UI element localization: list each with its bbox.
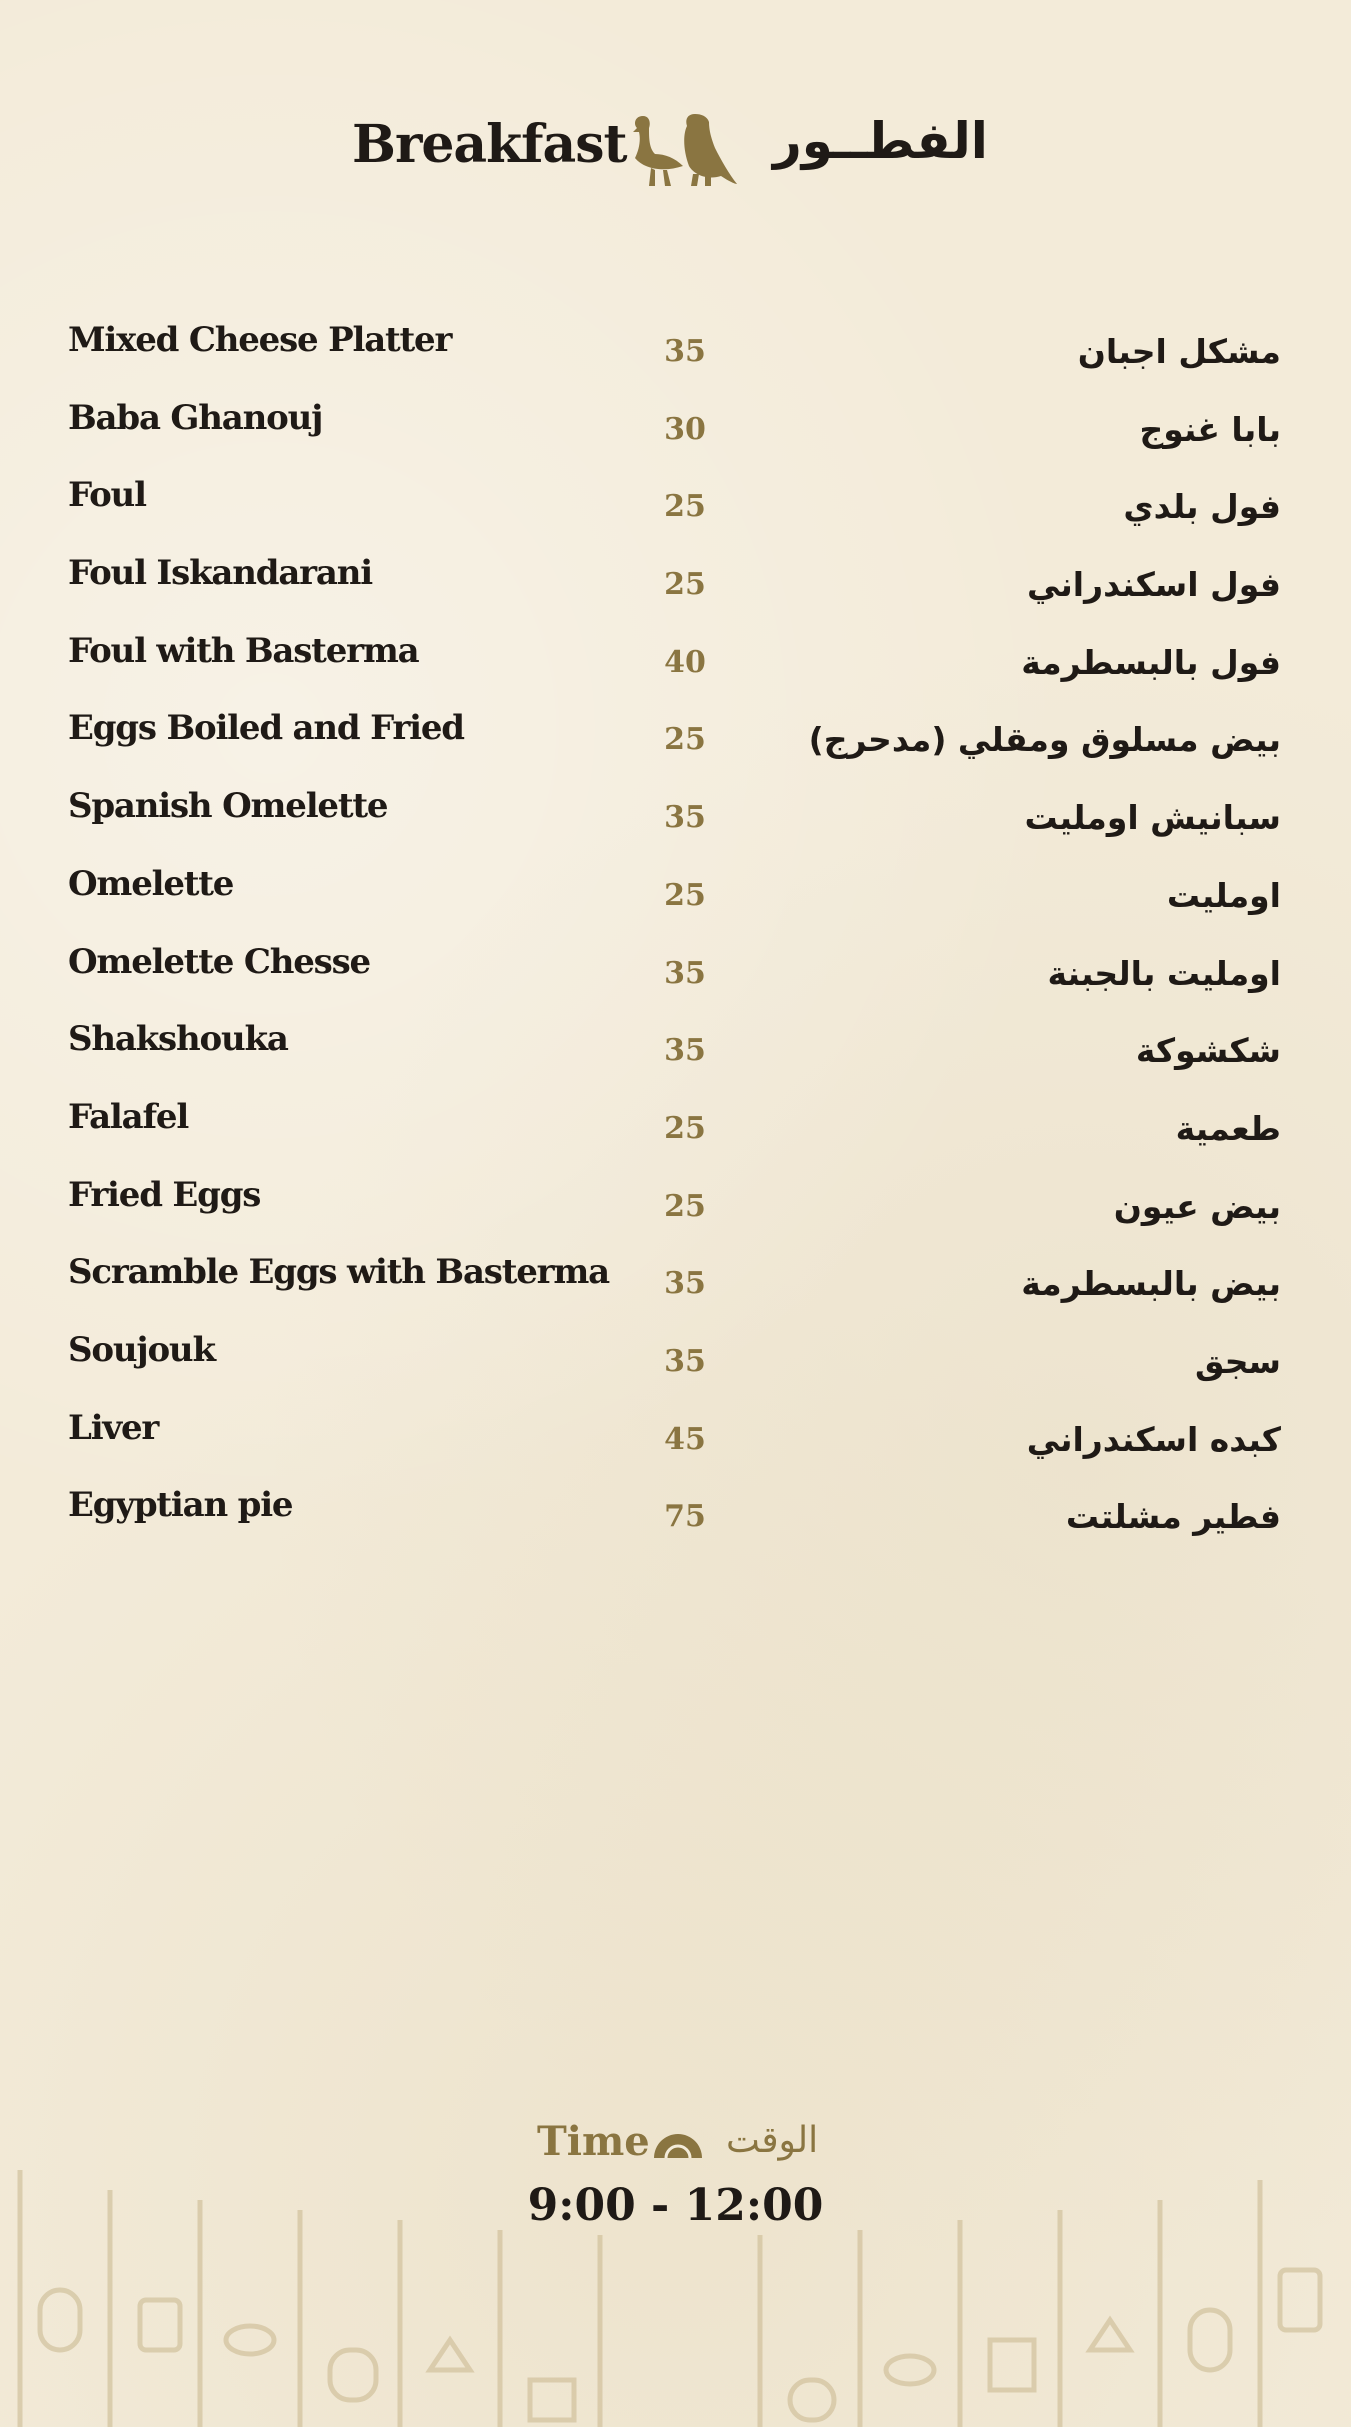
item-name-arabic: بيض عيون: [1113, 1186, 1281, 1226]
menu-row: [0, 1097, 1351, 1175]
item-name-arabic: بيض مسلوق ومقلي (مدحرج): [808, 720, 1281, 760]
item-name-arabic: كبده اسكندراني: [1026, 1419, 1281, 1459]
item-price: 25: [664, 722, 706, 758]
item-price: 30: [664, 411, 706, 447]
menu-row: [0, 320, 1351, 398]
item-name-english: Baba Ghanouj: [68, 397, 323, 438]
item-name-arabic: اومليت بالجبنة: [1047, 953, 1281, 993]
item-price: 25: [664, 1188, 706, 1224]
item-name-english: Shakshouka: [68, 1019, 288, 1060]
menu-row: [0, 786, 1351, 864]
time-section: [0, 2118, 1351, 2238]
item-name-english: Omelette Chesse: [68, 941, 370, 982]
item-price: 45: [664, 1421, 706, 1457]
item-name-arabic: مشكل اجبان: [1077, 332, 1281, 371]
item-name-english: Falafel: [68, 1096, 189, 1137]
item-name-english: Foul with Basterma: [68, 630, 419, 671]
item-name-arabic: فول بالبسطرمة: [1021, 642, 1281, 682]
item-name-arabic: شكشوكة: [1135, 1031, 1281, 1071]
time-label-arabic: الوقت: [726, 2120, 819, 2161]
item-name-arabic: طعمية: [1175, 1108, 1281, 1148]
item-price: 75: [664, 1499, 706, 1535]
item-name-english: Foul: [68, 475, 146, 516]
item-price: 35: [664, 955, 706, 991]
title-arabic: الفطــور: [773, 112, 988, 170]
item-price: 35: [664, 800, 706, 836]
item-name-english: Liver: [68, 1407, 159, 1448]
menu-row: [0, 942, 1351, 1020]
menu-row: [0, 1252, 1351, 1330]
item-name-english: Mixed Cheese Platter: [68, 320, 452, 360]
item-name-english: Eggs Boiled and Fried: [68, 708, 464, 749]
item-name-english: Spanish Omelette: [68, 786, 388, 827]
item-price: 25: [664, 567, 706, 603]
item-price: 35: [664, 334, 706, 369]
sunrise-icon: [652, 2132, 704, 2160]
menu-row: [0, 475, 1351, 553]
menu-row: [0, 1019, 1351, 1097]
menu-row: [0, 1408, 1351, 1486]
menu-row: [0, 708, 1351, 786]
item-name-english: Fried Eggs: [68, 1174, 261, 1215]
menu-row: [0, 1330, 1351, 1408]
menu-header: [0, 110, 1351, 200]
title-english: Breakfast: [352, 114, 627, 175]
menu-row: [0, 398, 1351, 476]
time-label-english: Time: [537, 2118, 650, 2165]
item-name-arabic: سبانيش اومليت: [1024, 798, 1281, 838]
menu-row: [0, 864, 1351, 942]
item-name-arabic: فول بلدي: [1123, 487, 1281, 527]
opening-hours: 9:00 - 12:00: [527, 2180, 824, 2231]
menu-row: [0, 553, 1351, 631]
item-name-arabic: اومليت: [1166, 875, 1281, 915]
item-name-english: Foul Iskandarani: [68, 553, 372, 594]
item-name-english: Soujouk: [68, 1329, 215, 1370]
menu-list: [0, 320, 1351, 1563]
item-name-arabic: بيض بالبسطرمة: [1021, 1264, 1281, 1304]
item-name-arabic: فول اسكندراني: [1027, 565, 1281, 605]
item-price: 35: [664, 1033, 706, 1069]
item-name-english: Scramble Eggs with Basterma: [68, 1252, 609, 1293]
item-name-arabic: فطير مشلتت: [1065, 1497, 1281, 1537]
item-price: 25: [664, 877, 706, 913]
item-price: 40: [664, 644, 706, 680]
item-name-arabic: بابا غنوج: [1139, 409, 1281, 449]
item-name-arabic: سجق: [1195, 1341, 1281, 1381]
item-price: 25: [664, 489, 706, 525]
menu-row: [0, 1485, 1351, 1563]
item-name-english: Egyptian pie: [68, 1485, 293, 1526]
item-price: 35: [664, 1343, 706, 1379]
menu-row: [0, 1175, 1351, 1253]
menu-row: [0, 631, 1351, 709]
item-name-english: Omelette: [68, 863, 234, 904]
egyptian-birds-icon: [625, 110, 740, 190]
item-price: 35: [664, 1266, 706, 1302]
item-price: 25: [664, 1110, 706, 1146]
